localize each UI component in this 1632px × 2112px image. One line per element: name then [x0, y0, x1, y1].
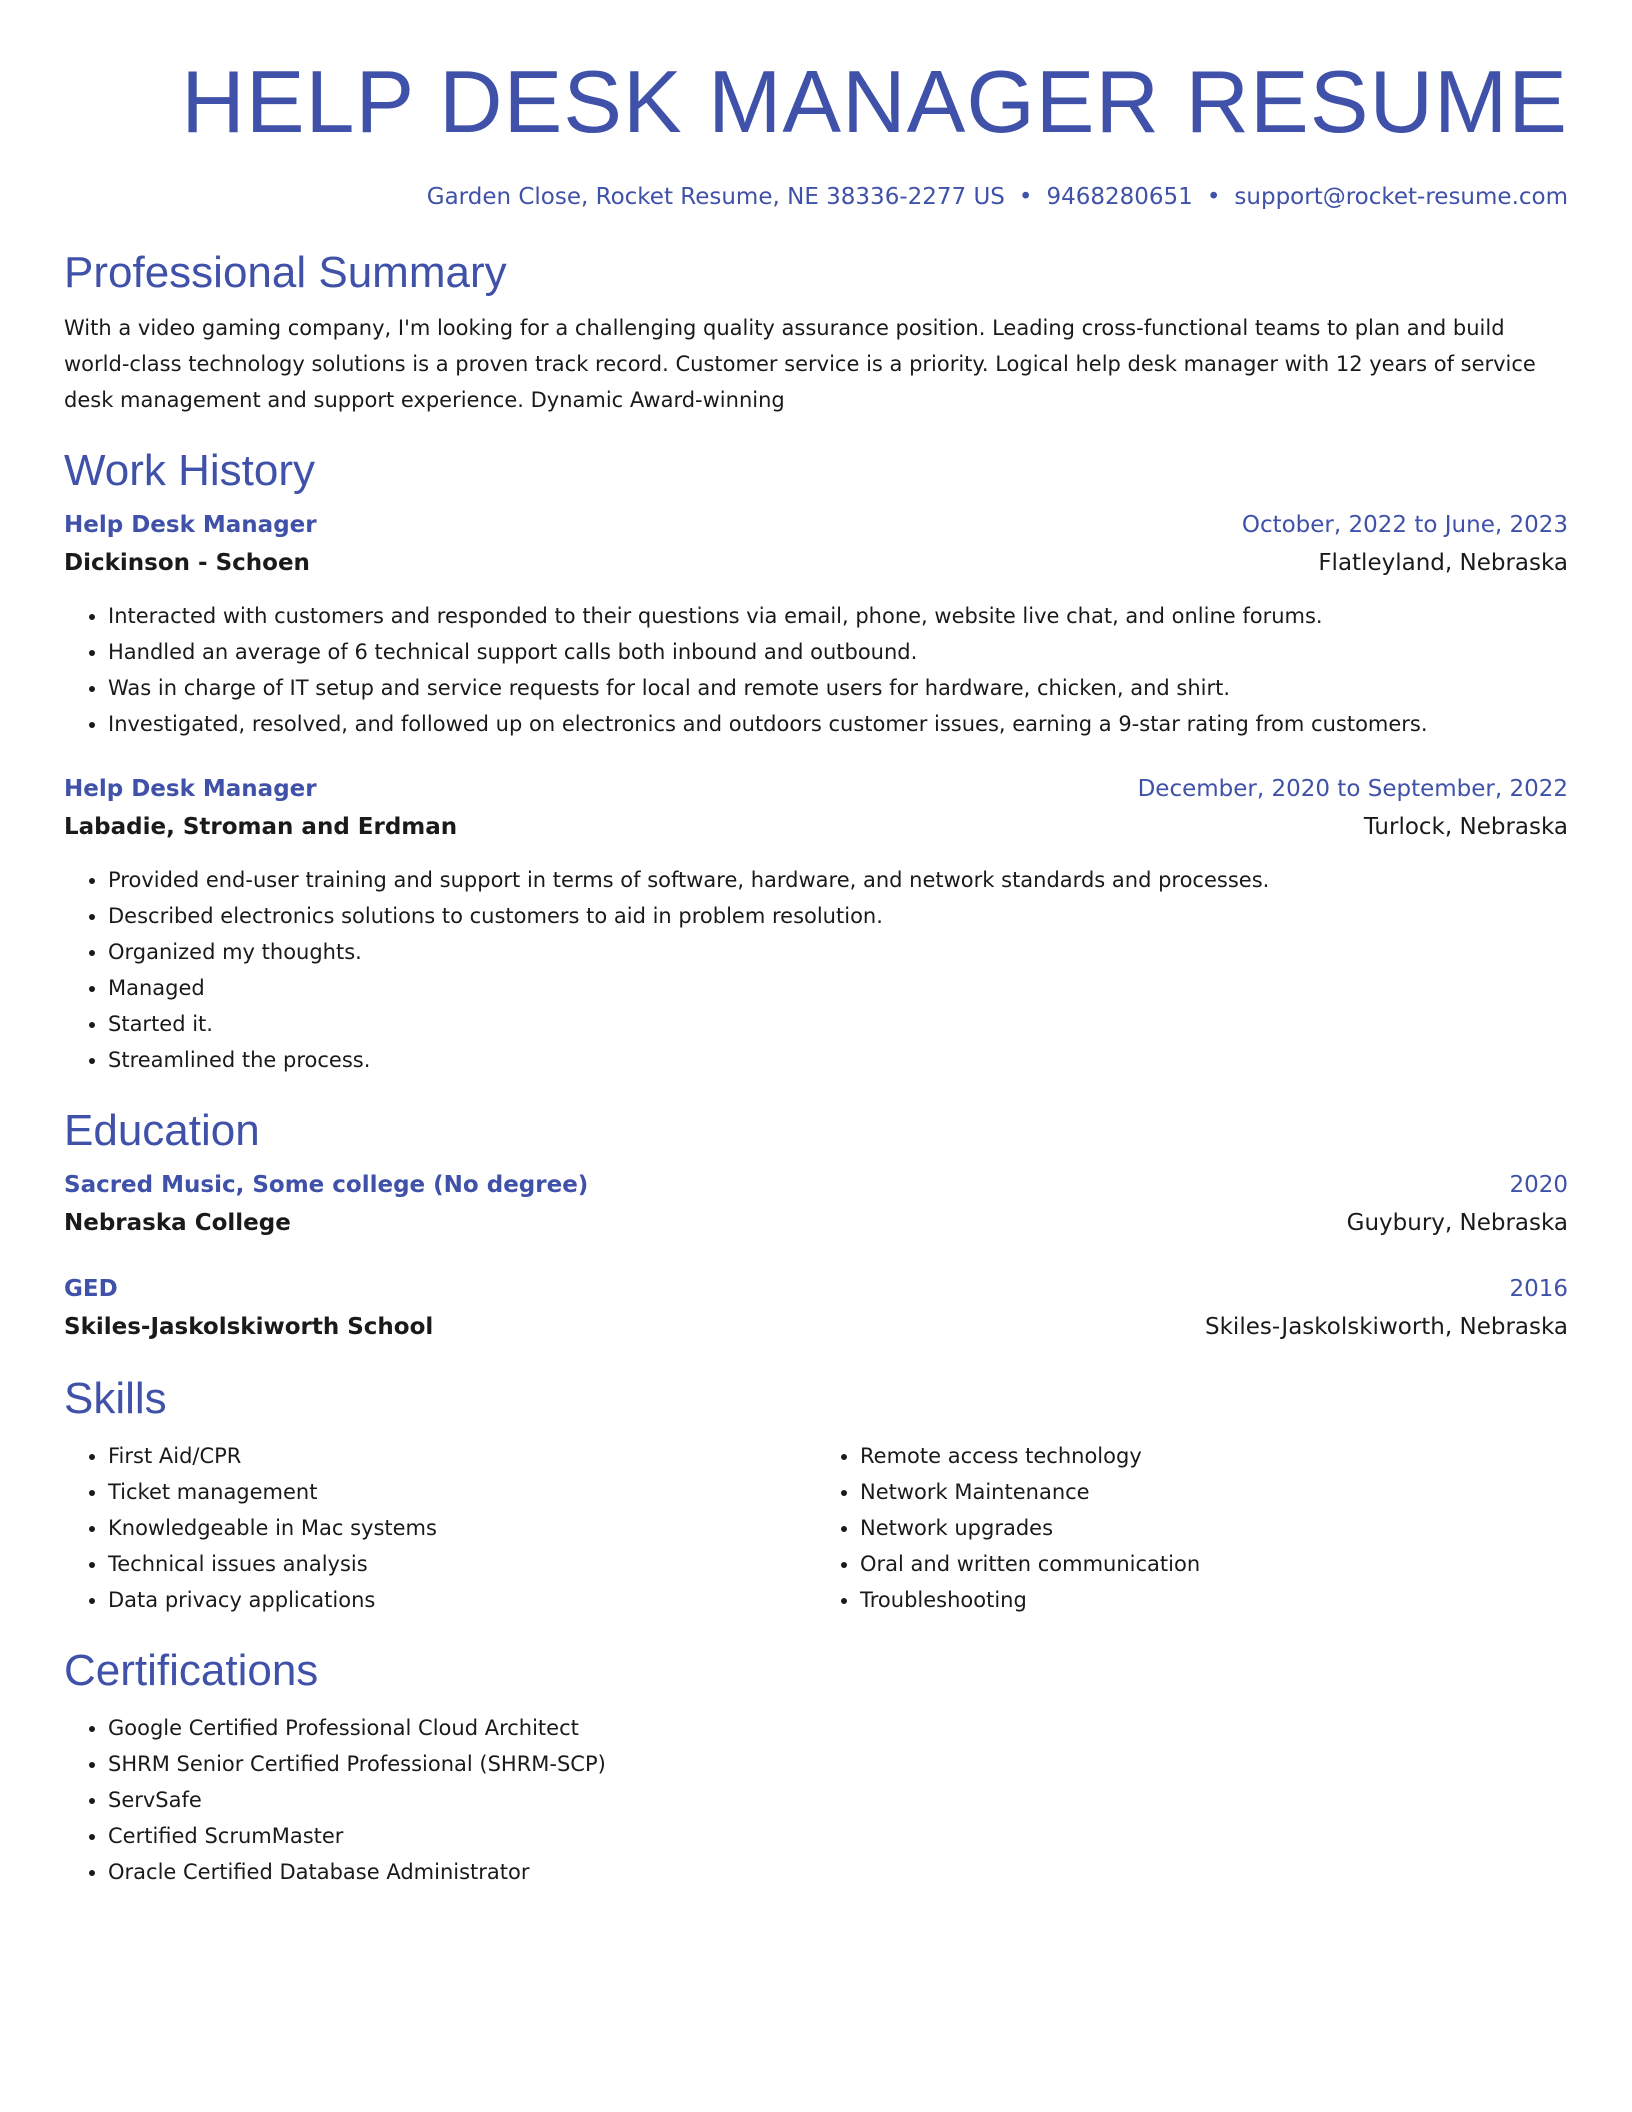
- job-bullet: • Described electronics solutions to customers to aid in problem resolution.: [108, 898, 1568, 934]
- education-entry: [64, 1166, 1568, 1242]
- education-entry: [64, 1270, 1568, 1346]
- certification-item: • Google Certified Professional Cloud Architect: [108, 1710, 1568, 1746]
- address: Garden Close, Rocket Resume, NE 38336-2277 US: [426, 184, 1005, 210]
- skill-item: • Troubleshooting: [860, 1582, 1568, 1618]
- job-bullet: • Handled an average of 6 technical support calls both inbound and outbound.: [108, 634, 1568, 670]
- contact-separator: •: [1018, 184, 1033, 210]
- certification-item: • Certified ScrumMaster: [108, 1818, 1568, 1854]
- skills-heading: Skills: [64, 1374, 167, 1423]
- email-link[interactable]: support@rocket-resume.com: [1234, 184, 1568, 210]
- work-history-heading: Work History: [64, 446, 315, 495]
- job-title: Help Desk Manager: [64, 776, 317, 802]
- certification-item: • Oracle Certified Database Administrator: [108, 1854, 1568, 1890]
- certification-item: • SHRM Senior Certified Professional (SHRM-SCP): [108, 1746, 1568, 1782]
- job-dates: October, 2022 to June, 2023: [1241, 512, 1568, 538]
- summary-heading: Professional Summary: [64, 248, 507, 297]
- job-bullet: • Provided end-user training and support in terms of software, hardware, and network standards and processes.: [108, 862, 1568, 898]
- skill-item: • Network upgrades: [860, 1510, 1568, 1546]
- skills-list-right: [816, 1438, 1568, 1618]
- job-title: Help Desk Manager: [64, 512, 317, 538]
- school: Nebraska College: [64, 1210, 291, 1236]
- job-company: Labadie, Stroman and Erdman: [64, 814, 458, 840]
- skill-item: • Ticket management: [108, 1474, 816, 1510]
- skills-list-left: [64, 1438, 816, 1618]
- skill-item: • Network Maintenance: [860, 1474, 1568, 1510]
- job-bullet: • Investigated, resolved, and followed up on electronics and outdoors customer issues, earning a 9-star rating from customers.: [108, 706, 1568, 742]
- education-heading: Education: [64, 1106, 260, 1155]
- skill-item: • Data privacy applications: [108, 1582, 816, 1618]
- skill-item: • First Aid/CPR: [108, 1438, 816, 1474]
- certifications-list: [64, 1710, 1568, 1890]
- education-year: 2020: [1509, 1172, 1568, 1198]
- job-entry: [64, 506, 1568, 742]
- skill-item: • Oral and written communication: [860, 1546, 1568, 1582]
- job-entry: [64, 770, 1568, 1078]
- job-bullets: [64, 598, 1568, 742]
- degree: GED: [64, 1276, 118, 1302]
- certifications-heading: Certifications: [64, 1646, 319, 1695]
- school-location: Skiles-Jaskolskiworth, Nebraska: [1205, 1314, 1568, 1340]
- job-bullet: • Streamlined the process.: [108, 1042, 1568, 1078]
- job-bullet: • Interacted with customers and responded to their questions via email, phone, website live chat, and online forums.: [108, 598, 1568, 634]
- job-bullet: • Organized my thoughts.: [108, 934, 1568, 970]
- resume-title: HELP DESK MANAGER RESUME: [181, 52, 1568, 151]
- school: Skiles-Jaskolskiworth School: [64, 1314, 434, 1340]
- job-bullets: [64, 862, 1568, 1078]
- certification-item: • ServSafe: [108, 1782, 1568, 1818]
- contact-separator: •: [1206, 184, 1221, 210]
- skill-item: • Knowledgeable in Mac systems: [108, 1510, 816, 1546]
- degree: Sacred Music, Some college (No degree): [64, 1172, 589, 1198]
- job-bullet: • Started it.: [108, 1006, 1568, 1042]
- skill-item: • Remote access technology: [860, 1438, 1568, 1474]
- school-location: Guybury, Nebraska: [1346, 1210, 1568, 1236]
- education-year: 2016: [1509, 1276, 1568, 1302]
- contact-line: [64, 182, 1568, 212]
- job-dates: December, 2020 to September, 2022: [1137, 776, 1568, 802]
- skills-columns: [64, 1438, 1568, 1618]
- skill-item: • Technical issues analysis: [108, 1546, 816, 1582]
- job-bullet: • Was in charge of IT setup and service requests for local and remote users for hardware, chicken, and shirt.: [108, 670, 1568, 706]
- summary-text: With a video gaming company, I'm looking for a challenging quality assurance position. Leading cross-functional teams to plan and build world-class technology solutions is a proven track record. Customer service is a priority. Logical help desk manager with 12 years of service desk management and support experience. Dynamic Award-winning: [64, 316, 1536, 412]
- job-location: Flatleyland, Nebraska: [1318, 550, 1568, 576]
- job-company: Dickinson - Schoen: [64, 550, 310, 576]
- job-bullet: • Managed: [108, 970, 1568, 1006]
- job-location: Turlock, Nebraska: [1363, 814, 1568, 840]
- phone: 9468280651: [1046, 184, 1193, 210]
